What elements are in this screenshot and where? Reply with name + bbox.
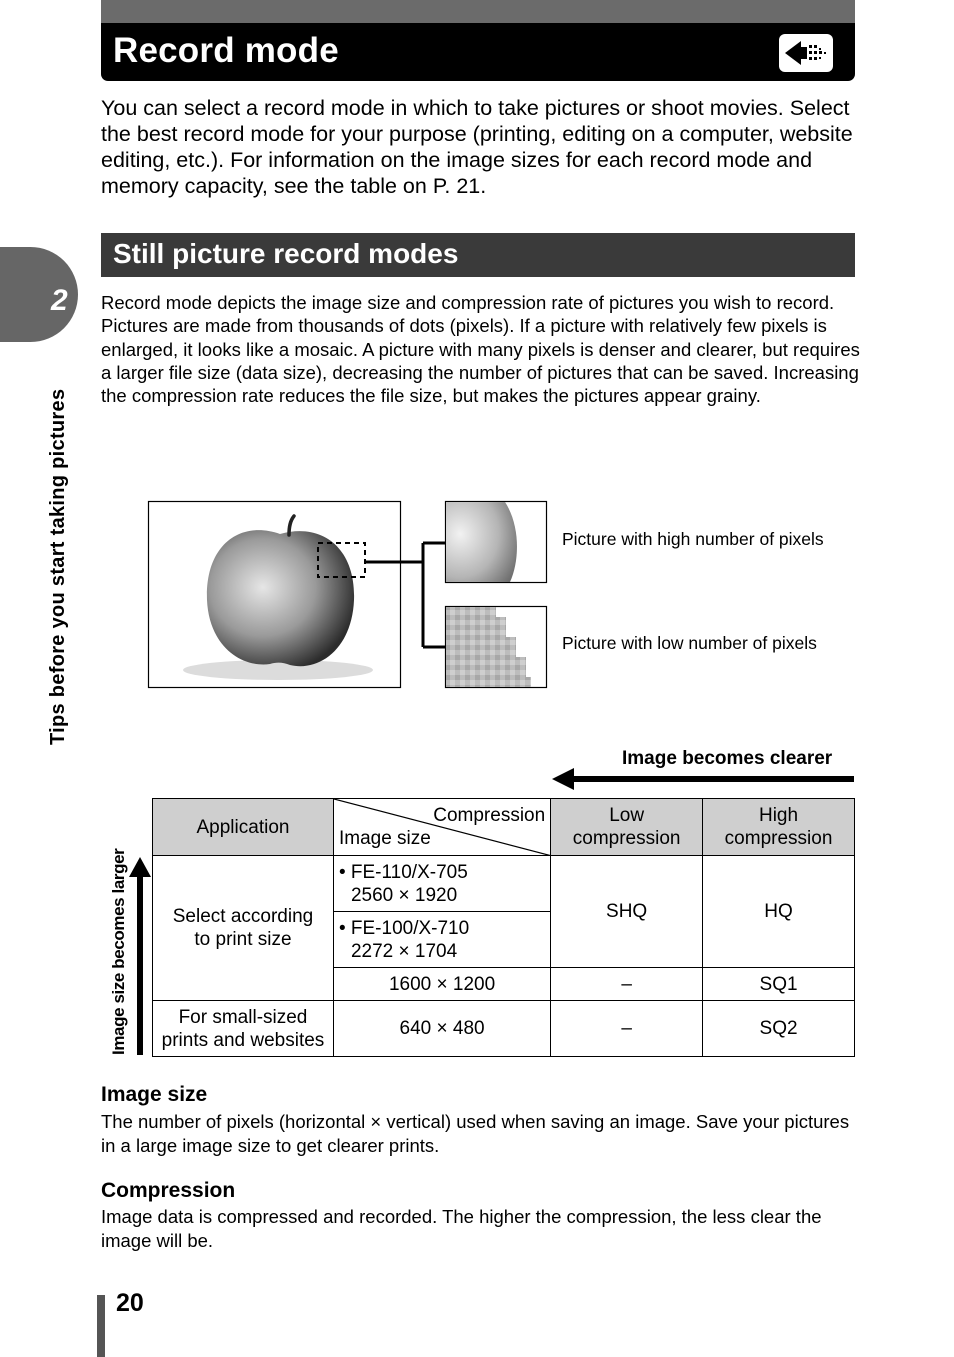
section-title: Still picture record modes — [113, 238, 459, 269]
page-title: Record mode — [113, 31, 339, 70]
body-paragraph-1: Record mode depicts the image size and compression rate of pictures you wish to record. — [101, 292, 835, 313]
low-c-cell: – — [551, 968, 703, 1001]
header-high — [703, 799, 855, 856]
body-paragraph-2: Pictures are made from thousands of dots (pixels). If a picture with relatively few pixels is enlarged, it looks like a mosaic. A picture with many pixels is denser and clearer, but requires a larger file size (data size), decreasing the number of pictures that can be saved. Increasing the compression rate reduces the file size, but makes the pictures appear grainy. — [101, 315, 860, 407]
image-size-heading: Image size — [101, 1083, 208, 1106]
model-b-label: • FE-100/X-710 — [338, 917, 470, 939]
header-low-label: Low compression — [572, 805, 681, 849]
size-d-cell: 640 × 480 — [333, 1001, 550, 1057]
high-pixels-label: Picture with high number of pixels — [562, 529, 824, 549]
table-row — [153, 1001, 855, 1057]
model-b-cell — [333, 912, 550, 968]
size-larger-arrow-icon — [126, 855, 154, 1060]
web-application-label: For small-sized prints and websites — [161, 1006, 325, 1051]
high-pixel-zoom — [446, 502, 547, 583]
header-compression-size — [333, 799, 550, 856]
record-mode-table — [152, 798, 855, 1057]
chapter-label: Tips before you start taking pictures — [47, 388, 69, 745]
page-number-bar — [97, 1295, 105, 1357]
size-a-label: 2560 × 1920 — [350, 884, 458, 906]
compression-text: Image data is compressed and recorded. The higher the compression, the less clear the image will be. — [101, 1206, 822, 1251]
low-d-cell: – — [551, 1001, 703, 1057]
web-application-cell — [153, 1001, 334, 1057]
hq-cell: HQ — [703, 856, 855, 968]
model-a-cell — [333, 856, 550, 912]
header-compression: Compression — [433, 805, 546, 826]
clearer-label: Image becomes clearer — [622, 748, 833, 769]
compression-heading: Compression — [101, 1179, 236, 1202]
low-pixel-zoom — [446, 607, 547, 688]
header-image-size: Image size — [338, 828, 431, 849]
size-larger-label: Image size becomes larger — [109, 848, 128, 1055]
image-size-text: The number of pixels (horizontal × vertical) used when saving an image. Save your pictures in a large image size to get clearer prints. — [101, 1111, 850, 1156]
header-application: Application — [153, 799, 334, 856]
sq1-cell: SQ1 — [703, 968, 855, 1001]
table-header-row — [153, 799, 855, 856]
shq-cell: SHQ — [551, 856, 703, 968]
low-pixels-label: Picture with low number of pixels — [562, 633, 817, 653]
page-number: 20 — [116, 1289, 144, 1317]
print-application-cell — [153, 856, 334, 1001]
model-a-label: • FE-110/X-705 — [338, 861, 468, 883]
sq2-cell: SQ2 — [703, 1001, 855, 1057]
intro-paragraph: You can select a record mode in which to take pictures or shoot movies. Select the best record mode for your purpose (printing, editing on a computer, website editing, etc.). For information on the image sizes for each record mode and memory capacity, see the table on P. 21. — [101, 96, 853, 198]
chapter-number: 2 — [51, 284, 68, 317]
clearer-arrow-icon — [550, 765, 860, 793]
table-row — [153, 856, 855, 912]
header-high-label: High compression — [724, 805, 833, 849]
size-b-label: 2272 × 1704 — [350, 940, 458, 962]
size-c-cell: 1600 × 1200 — [333, 968, 550, 1001]
print-application-label: Select according to print size — [172, 906, 314, 950]
apple-photo — [149, 502, 401, 688]
header-low — [551, 799, 703, 856]
